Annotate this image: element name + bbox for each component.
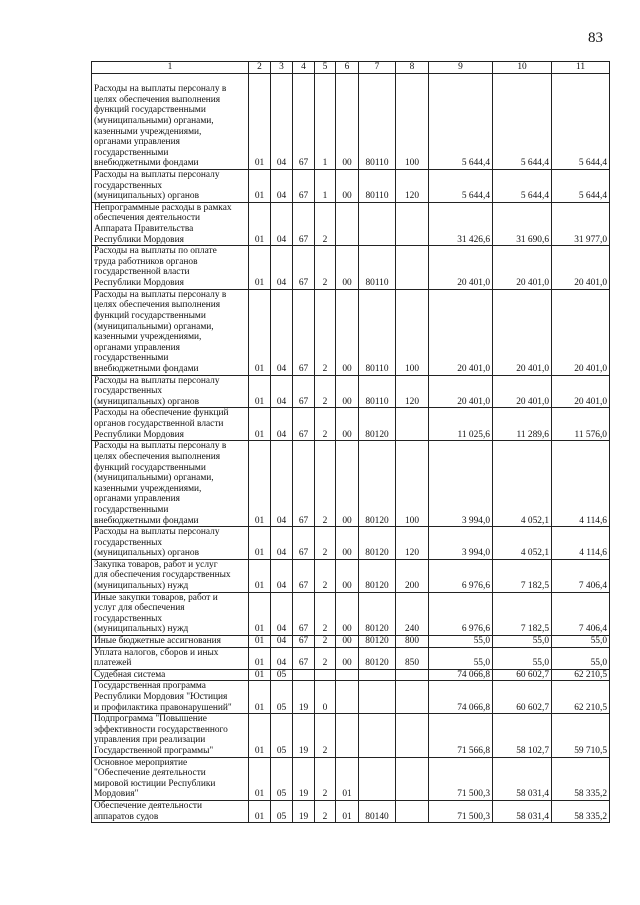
expense-name-cell: Государственная программа Республики Мордовия "Юстиция и профилактика правонарушений"	[92, 681, 249, 714]
amount-cell: 31 690,6	[493, 202, 552, 245]
expense-name-cell: Расходы на выплаты персоналу государственных (муниципальных) органов	[92, 375, 249, 408]
code-cell: 67	[293, 202, 315, 245]
code-cell: 04	[271, 170, 293, 203]
amount-cell: 71 500,3	[429, 757, 493, 800]
table-row	[92, 74, 610, 170]
code-cell: 19	[293, 714, 315, 757]
amount-cell: 3 994,0	[429, 527, 493, 560]
amount-cell: 20 401,0	[493, 289, 552, 375]
expense-name-cell: Обеспечение деятельности аппаратов судов	[92, 800, 249, 822]
column-header: 11	[552, 62, 610, 74]
code-cell: 01	[249, 669, 271, 681]
code-cell	[359, 669, 396, 681]
column-header: 10	[493, 62, 552, 74]
code-cell	[359, 757, 396, 800]
code-cell: 00	[336, 170, 359, 203]
expense-name-cell: Расходы на обеспечение функций органов государственной власти Республики Мордовия	[92, 408, 249, 441]
code-cell: 80120	[359, 441, 396, 527]
amount-cell: 20 401,0	[429, 246, 493, 289]
amount-cell: 60 602,7	[493, 669, 552, 681]
amount-cell: 5 644,4	[493, 74, 552, 170]
table-row	[92, 669, 610, 681]
code-cell: 01	[336, 757, 359, 800]
expense-name-cell: Расходы на выплаты персоналу в целях обеспечения выполнения функций государственными (муниципальными) органами, казенными учреждениями, органами управления государственными внебюджетными фондами	[92, 441, 249, 527]
code-cell: 800	[396, 636, 429, 648]
amount-cell: 5 644,4	[552, 74, 610, 170]
amount-cell: 7 182,5	[493, 592, 552, 635]
code-cell: 80120	[359, 527, 396, 560]
code-cell	[336, 202, 359, 245]
expense-name-cell: Расходы на выплаты персоналу государственных (муниципальных) органов	[92, 170, 249, 203]
code-cell: 2	[315, 714, 336, 757]
table-row	[92, 757, 610, 800]
code-cell: 80120	[359, 647, 396, 669]
amount-cell: 20 401,0	[493, 375, 552, 408]
code-cell: 67	[293, 441, 315, 527]
table-row	[92, 527, 610, 560]
column-header: 5	[315, 62, 336, 74]
amount-cell: 60 602,7	[493, 681, 552, 714]
code-cell: 100	[396, 441, 429, 527]
code-cell	[359, 202, 396, 245]
code-cell: 05	[271, 757, 293, 800]
expense-name-cell: Непрограммные расходы в рамках обеспечения деятельности Аппарата Правительства Республики Мордовия	[92, 202, 249, 245]
column-header: 2	[249, 62, 271, 74]
amount-cell: 58 335,2	[552, 800, 610, 822]
code-cell: 19	[293, 757, 315, 800]
code-cell: 80110	[359, 289, 396, 375]
amount-cell: 4 114,6	[552, 441, 610, 527]
amount-cell: 58 335,2	[552, 757, 610, 800]
amount-cell: 20 401,0	[552, 375, 610, 408]
code-cell: 67	[293, 527, 315, 560]
expense-name-cell: Основное мероприятие "Обеспечение деятельности мировой юстиции Республики Мордовия"	[92, 757, 249, 800]
amount-cell: 55,0	[552, 636, 610, 648]
amount-cell: 3 994,0	[429, 441, 493, 527]
column-header: 7	[359, 62, 396, 74]
code-cell: 2	[315, 757, 336, 800]
code-cell: 80110	[359, 170, 396, 203]
code-cell: 01	[249, 170, 271, 203]
code-cell: 67	[293, 592, 315, 635]
code-cell: 00	[336, 636, 359, 648]
expense-name-cell: Расходы на выплаты персоналу государственных (муниципальных) органов	[92, 527, 249, 560]
table-row	[92, 647, 610, 669]
code-cell: 120	[396, 375, 429, 408]
code-cell: 00	[336, 246, 359, 289]
code-cell: 19	[293, 800, 315, 822]
code-cell: 850	[396, 647, 429, 669]
code-cell: 80120	[359, 592, 396, 635]
code-cell: 200	[396, 559, 429, 592]
code-cell: 80120	[359, 636, 396, 648]
code-cell: 04	[271, 408, 293, 441]
table-row	[92, 375, 610, 408]
code-cell	[315, 669, 336, 681]
code-cell: 01	[249, 800, 271, 822]
amount-cell: 5 644,4	[493, 170, 552, 203]
table-row	[92, 636, 610, 648]
code-cell: 01	[249, 592, 271, 635]
code-cell: 80110	[359, 74, 396, 170]
amount-cell: 59 710,5	[552, 714, 610, 757]
amount-cell: 6 976,6	[429, 592, 493, 635]
code-cell: 2	[315, 647, 336, 669]
code-cell: 2	[315, 441, 336, 527]
amount-cell: 31 426,6	[429, 202, 493, 245]
table-row	[92, 559, 610, 592]
code-cell: 01	[249, 714, 271, 757]
amount-cell: 20 401,0	[429, 289, 493, 375]
code-cell: 01	[249, 246, 271, 289]
amount-cell: 7 406,4	[552, 559, 610, 592]
code-cell: 01	[249, 681, 271, 714]
code-cell: 67	[293, 170, 315, 203]
amount-cell: 58 102,7	[493, 714, 552, 757]
amount-cell: 11 025,6	[429, 408, 493, 441]
amount-cell: 20 401,0	[552, 289, 610, 375]
code-cell: 100	[396, 289, 429, 375]
code-cell: 04	[271, 246, 293, 289]
code-cell: 05	[271, 800, 293, 822]
amount-cell: 31 977,0	[552, 202, 610, 245]
code-cell: 67	[293, 408, 315, 441]
code-cell: 04	[271, 636, 293, 648]
code-cell: 2	[315, 592, 336, 635]
table-row	[92, 246, 610, 289]
amount-cell: 55,0	[493, 647, 552, 669]
code-cell: 01	[249, 408, 271, 441]
amount-cell: 20 401,0	[429, 375, 493, 408]
code-cell	[336, 714, 359, 757]
amount-cell: 74 066,8	[429, 681, 493, 714]
expense-name-cell: Расходы на выплаты персоналу в целях обеспечения выполнения функций государственными (муниципальными) органами, казенными учреждениями, органами управления государственными внебюджетными фондами	[92, 74, 249, 170]
table-row	[92, 681, 610, 714]
amount-cell: 62 210,5	[552, 669, 610, 681]
amount-cell: 4 052,1	[493, 441, 552, 527]
column-header: 4	[293, 62, 315, 74]
code-cell	[359, 714, 396, 757]
amount-cell: 11 289,6	[493, 408, 552, 441]
code-cell: 67	[293, 647, 315, 669]
code-cell: 2	[315, 527, 336, 560]
code-cell: 00	[336, 527, 359, 560]
code-cell	[396, 800, 429, 822]
code-cell: 1	[315, 74, 336, 170]
code-cell: 00	[336, 74, 359, 170]
code-cell: 01	[249, 441, 271, 527]
code-cell: 05	[271, 669, 293, 681]
amount-cell: 4 052,1	[493, 527, 552, 560]
code-cell: 240	[396, 592, 429, 635]
table-row	[92, 202, 610, 245]
code-cell: 04	[271, 74, 293, 170]
table-row	[92, 441, 610, 527]
code-cell: 04	[271, 375, 293, 408]
header-row	[92, 62, 610, 74]
table-row	[92, 289, 610, 375]
expense-name-cell: Судебная система	[92, 669, 249, 681]
code-cell: 2	[315, 559, 336, 592]
code-cell: 00	[336, 289, 359, 375]
code-cell: 2	[315, 408, 336, 441]
code-cell: 67	[293, 74, 315, 170]
amount-cell: 62 210,5	[552, 681, 610, 714]
amount-cell: 6 976,6	[429, 559, 493, 592]
code-cell: 04	[271, 592, 293, 635]
code-cell	[293, 669, 315, 681]
column-header: 8	[396, 62, 429, 74]
code-cell	[396, 408, 429, 441]
amount-cell: 74 066,8	[429, 669, 493, 681]
code-cell: 05	[271, 714, 293, 757]
code-cell: 120	[396, 170, 429, 203]
code-cell	[396, 202, 429, 245]
code-cell: 19	[293, 681, 315, 714]
code-cell: 01	[249, 757, 271, 800]
code-cell: 2	[315, 800, 336, 822]
amount-cell: 20 401,0	[552, 246, 610, 289]
expense-name-cell: Иные бюджетные ассигнования	[92, 636, 249, 648]
amount-cell: 7 182,5	[493, 559, 552, 592]
amount-cell: 55,0	[493, 636, 552, 648]
code-cell	[336, 669, 359, 681]
code-cell	[396, 681, 429, 714]
code-cell: 67	[293, 246, 315, 289]
amount-cell: 7 406,4	[552, 592, 610, 635]
expense-name-cell: Расходы на выплаты по оплате труда работников органов государственной власти Республики Мордовия	[92, 246, 249, 289]
code-cell: 80120	[359, 408, 396, 441]
code-cell: 120	[396, 527, 429, 560]
code-cell: 04	[271, 527, 293, 560]
code-cell: 01	[249, 74, 271, 170]
table-row	[92, 408, 610, 441]
code-cell: 67	[293, 636, 315, 648]
code-cell: 80110	[359, 246, 396, 289]
code-cell: 00	[336, 647, 359, 669]
column-header: 6	[336, 62, 359, 74]
code-cell: 80140	[359, 800, 396, 822]
expense-name-cell: Закупка товаров, работ и услуг для обеспечения государственных (муниципальных) нужд	[92, 559, 249, 592]
table-row	[92, 800, 610, 822]
code-cell	[396, 669, 429, 681]
amount-cell: 55,0	[429, 647, 493, 669]
code-cell	[396, 757, 429, 800]
expense-name-cell: Расходы на выплаты персоналу в целях обеспечения выполнения функций государственными (муниципальными) органами, казенными учреждениями, органами управления государственными внебюджетными фондами	[92, 289, 249, 375]
code-cell: 01	[249, 559, 271, 592]
code-cell	[336, 681, 359, 714]
code-cell: 2	[315, 375, 336, 408]
code-cell: 01	[249, 527, 271, 560]
code-cell: 04	[271, 202, 293, 245]
code-cell: 0	[315, 681, 336, 714]
code-cell: 01	[249, 375, 271, 408]
code-cell: 00	[336, 408, 359, 441]
amount-cell: 55,0	[429, 636, 493, 648]
code-cell: 2	[315, 246, 336, 289]
code-cell: 80120	[359, 559, 396, 592]
code-cell: 04	[271, 647, 293, 669]
amount-cell: 5 644,4	[429, 170, 493, 203]
table-row	[92, 592, 610, 635]
amount-cell: 55,0	[552, 647, 610, 669]
code-cell	[396, 246, 429, 289]
amount-cell: 58 031,4	[493, 757, 552, 800]
code-cell: 00	[336, 375, 359, 408]
code-cell: 01	[336, 800, 359, 822]
table-row	[92, 714, 610, 757]
amount-cell: 20 401,0	[493, 246, 552, 289]
expense-name-cell: Иные закупки товаров, работ и услуг для обеспечения государственных (муниципальных) нужд	[92, 592, 249, 635]
code-cell: 2	[315, 202, 336, 245]
code-cell: 01	[249, 202, 271, 245]
code-cell: 05	[271, 681, 293, 714]
expense-name-cell: Уплата налогов, сборов и иных платежей	[92, 647, 249, 669]
code-cell: 04	[271, 559, 293, 592]
page-number: 83	[588, 30, 603, 46]
amount-cell: 11 576,0	[552, 408, 610, 441]
code-cell: 01	[249, 636, 271, 648]
amount-cell: 71 566,8	[429, 714, 493, 757]
code-cell	[396, 714, 429, 757]
expense-name-cell: Подпрограмма "Повышение эффективности государственного управления при реализации Государственной программы"	[92, 714, 249, 757]
code-cell: 00	[336, 592, 359, 635]
amount-cell: 5 644,4	[429, 74, 493, 170]
column-header: 1	[92, 62, 249, 74]
code-cell: 04	[271, 441, 293, 527]
amount-cell: 5 644,4	[552, 170, 610, 203]
code-cell: 01	[249, 289, 271, 375]
code-cell: 01	[249, 647, 271, 669]
code-cell: 2	[315, 289, 336, 375]
code-cell	[359, 681, 396, 714]
code-cell: 00	[336, 441, 359, 527]
code-cell: 2	[315, 636, 336, 648]
code-cell: 67	[293, 559, 315, 592]
code-cell: 1	[315, 170, 336, 203]
code-cell: 100	[396, 74, 429, 170]
code-cell: 67	[293, 375, 315, 408]
amount-cell: 71 500,3	[429, 800, 493, 822]
amount-cell: 4 114,6	[552, 527, 610, 560]
table-row	[92, 170, 610, 203]
column-header: 9	[429, 62, 493, 74]
code-cell: 67	[293, 289, 315, 375]
code-cell: 80110	[359, 375, 396, 408]
column-header: 3	[271, 62, 293, 74]
code-cell: 04	[271, 289, 293, 375]
budget-table	[91, 61, 610, 823]
code-cell: 00	[336, 559, 359, 592]
amount-cell: 58 031,4	[493, 800, 552, 822]
